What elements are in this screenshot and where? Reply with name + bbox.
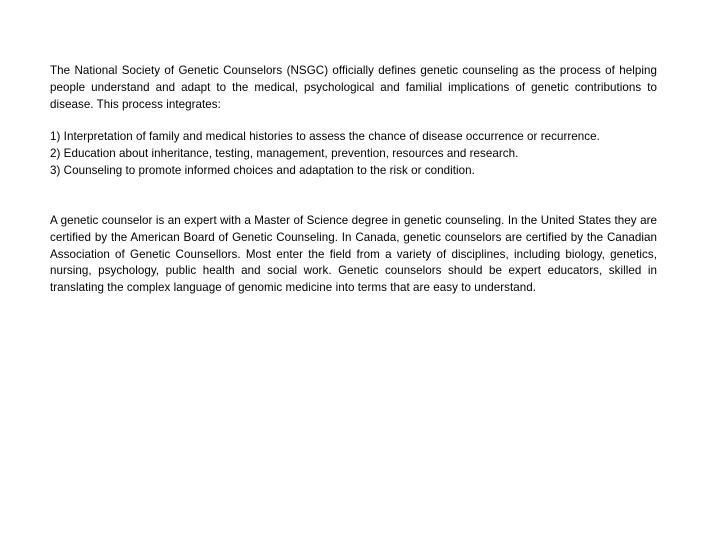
- genetic-counselor-paragraph: A genetic counselor is an expert with a Master of Science degree in genetic counseling. In the United States they are certified by the American Board of Genetic Counseling. In Canada, genetic counselors are certified by the Canadian Association of Genetic Counsellors. Most enter the field from a variety of disciplines, including biology, genetics, nursing, psychology, public health and social work. Genetic counselors should be expert educators, skilled in translating the complex language of genomic medicine into terms that are easy to understand.: [50, 214, 657, 295]
- integration-list: [50, 129, 657, 179]
- list-item: 3) Counseling to promote informed choices and adaptation to the risk or condition.: [50, 163, 475, 177]
- list-item: 1) Interpretation of family and medical histories to assess the chance of disease occurrence or recurrence.: [50, 130, 600, 143]
- intro-paragraph: The National Society of Genetic Counselors (NSGC) officially defines genetic counseling as the process of helping people understand and adapt to the medical, psychological and familial implications of genetic contributions to disease. This process integrates:: [50, 64, 657, 111]
- list-item: 2) Education about inheritance, testing, management, prevention, resources and research.: [50, 146, 519, 160]
